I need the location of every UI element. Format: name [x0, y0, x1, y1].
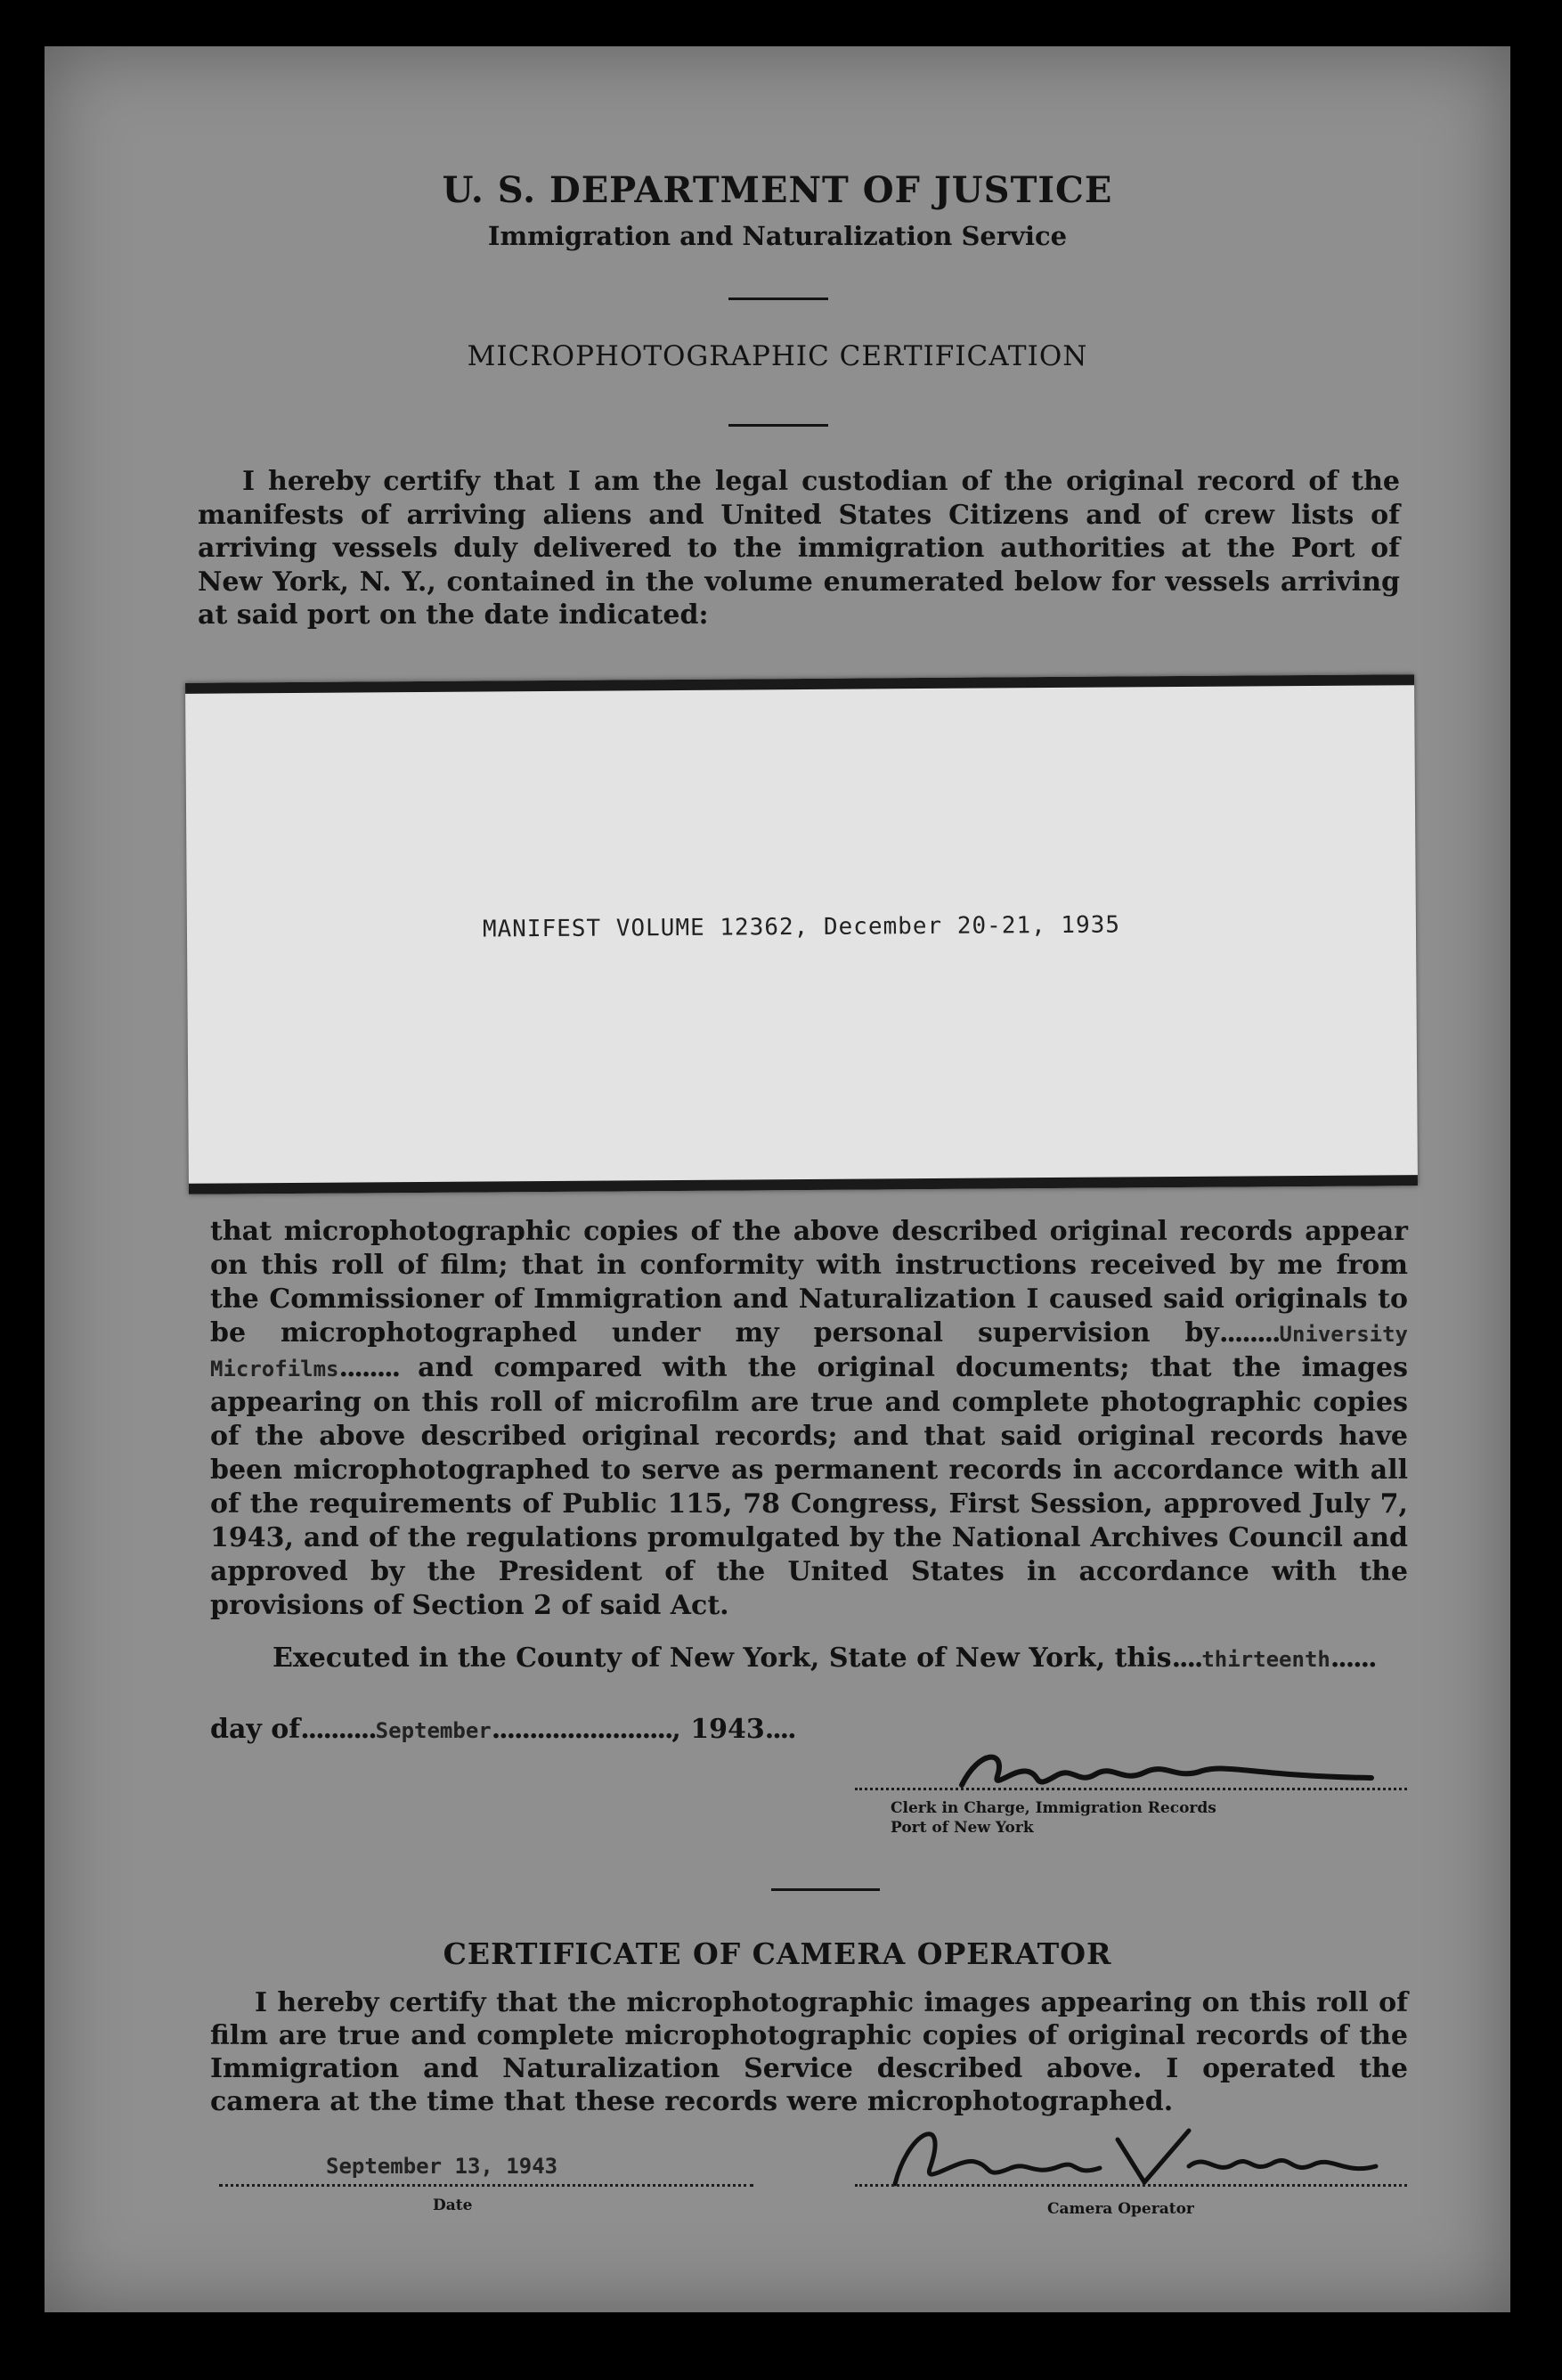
clerk-signature-line	[855, 1788, 1407, 1790]
divider	[728, 298, 828, 300]
manifest-label-text: MANIFEST VOLUME 12362, December 20-21, 1935	[482, 911, 1121, 943]
execution-day: thirteenth	[1201, 1647, 1330, 1672]
execution-year: , 1943	[671, 1714, 765, 1745]
day-of-label: day of	[210, 1714, 301, 1745]
execution-line: Executed in the County of New York, State of New York, this....thirteenth......	[273, 1642, 1376, 1674]
day-of-line: day of..........September........................, 1943....	[210, 1714, 795, 1745]
intro-paragraph: I hereby certify that I am the legal custodian of the original record of the manifests of arriving aliens and United States Citizens and of crew lists of arriving vessels duly delivered to the immigration authorities at the Port of New York, N. Y., contained in the volume enumerated below for vessels arriving at said port on the date indicated:	[198, 466, 1400, 631]
body-text-part2: and compared with the original documents; that the images appearing on this roll of microfilm are true and complete photographic copies of the above described original records; and that said original records have been microphotographed to serve as permanent records in accordance with all of the requirements of Public 115, 78 Congress, First Session, approved July 7, 1943, and of the regulations promulgated by the National Archives Council and approved by the President of the United States in accordance with the provisions of Section 2 of said Act.	[210, 1352, 1408, 1621]
microfilmer-name: University Microfilms	[210, 1322, 1408, 1382]
divider	[728, 424, 828, 427]
certification-heading: MICROPHOTOGRAPHIC CERTIFICATION	[467, 340, 1088, 372]
operator-signature-line	[855, 2184, 1407, 2187]
body-text-part1: that microphotographic copies of the above described original records appear on this roll of film; that in conformity with instructions received by me from the Commissioner of Immigration and Naturalization I caused said originals to be microphotographed under my personal supervision by	[210, 1216, 1408, 1349]
clerk-title-line1: Clerk in Charge, Immigration Records	[891, 1799, 1216, 1817]
execution-month: September	[375, 1718, 492, 1743]
divider	[771, 1888, 880, 1891]
certificate-sheet	[45, 46, 1510, 2312]
service-subtitle: Immigration and Naturalization Service	[487, 221, 1068, 251]
department-title: U. S. DEPARTMENT OF JUSTICE	[442, 169, 1113, 211]
date-line	[219, 2184, 753, 2187]
manifest-label-card	[185, 674, 1418, 1194]
clerk-signature	[944, 1740, 1389, 1803]
camera-certificate-paragraph: I hereby certify that the microphotographic images appearing on this roll of film are true and complete microphotographic copies of original records of the Immigration and Naturalization Service described above. I operated the camera at the time that these records were microphotographed.	[210, 1987, 1408, 2117]
camera-date-value: September 13, 1943	[326, 2154, 558, 2179]
clerk-title-line2: Port of New York	[891, 1819, 1034, 1837]
date-label: Date	[433, 2197, 473, 2214]
execution-prefix: Executed in the County of New York, State of New York, this	[273, 1642, 1172, 1674]
camera-certificate-heading: CERTIFICATE OF CAMERA OPERATOR	[443, 1936, 1112, 1971]
camera-operator-label: Camera Operator	[1047, 2200, 1194, 2218]
body-paragraph: that microphotographic copies of the above described original records appear on this roll of film; that in conformity with instructions received by me from the Commissioner of Immigration and Naturalization I caused said originals to be microphotographed under my personal supervision by........University Microfilms........ and compared with the original documents; that the images appearing on this roll of microfilm are true and complete photographic copies of the above described original records; and that said original records have been microphotographed to serve as permanent records in accordance with all of the requirements of Public 115, 78 Congress, First Session, approved July 7, 1943, and of the regulations promulgated by the National Archives Council and approved by the President of the United States in accordance with the provisions of Section 2 of said Act.	[210, 1216, 1408, 1621]
